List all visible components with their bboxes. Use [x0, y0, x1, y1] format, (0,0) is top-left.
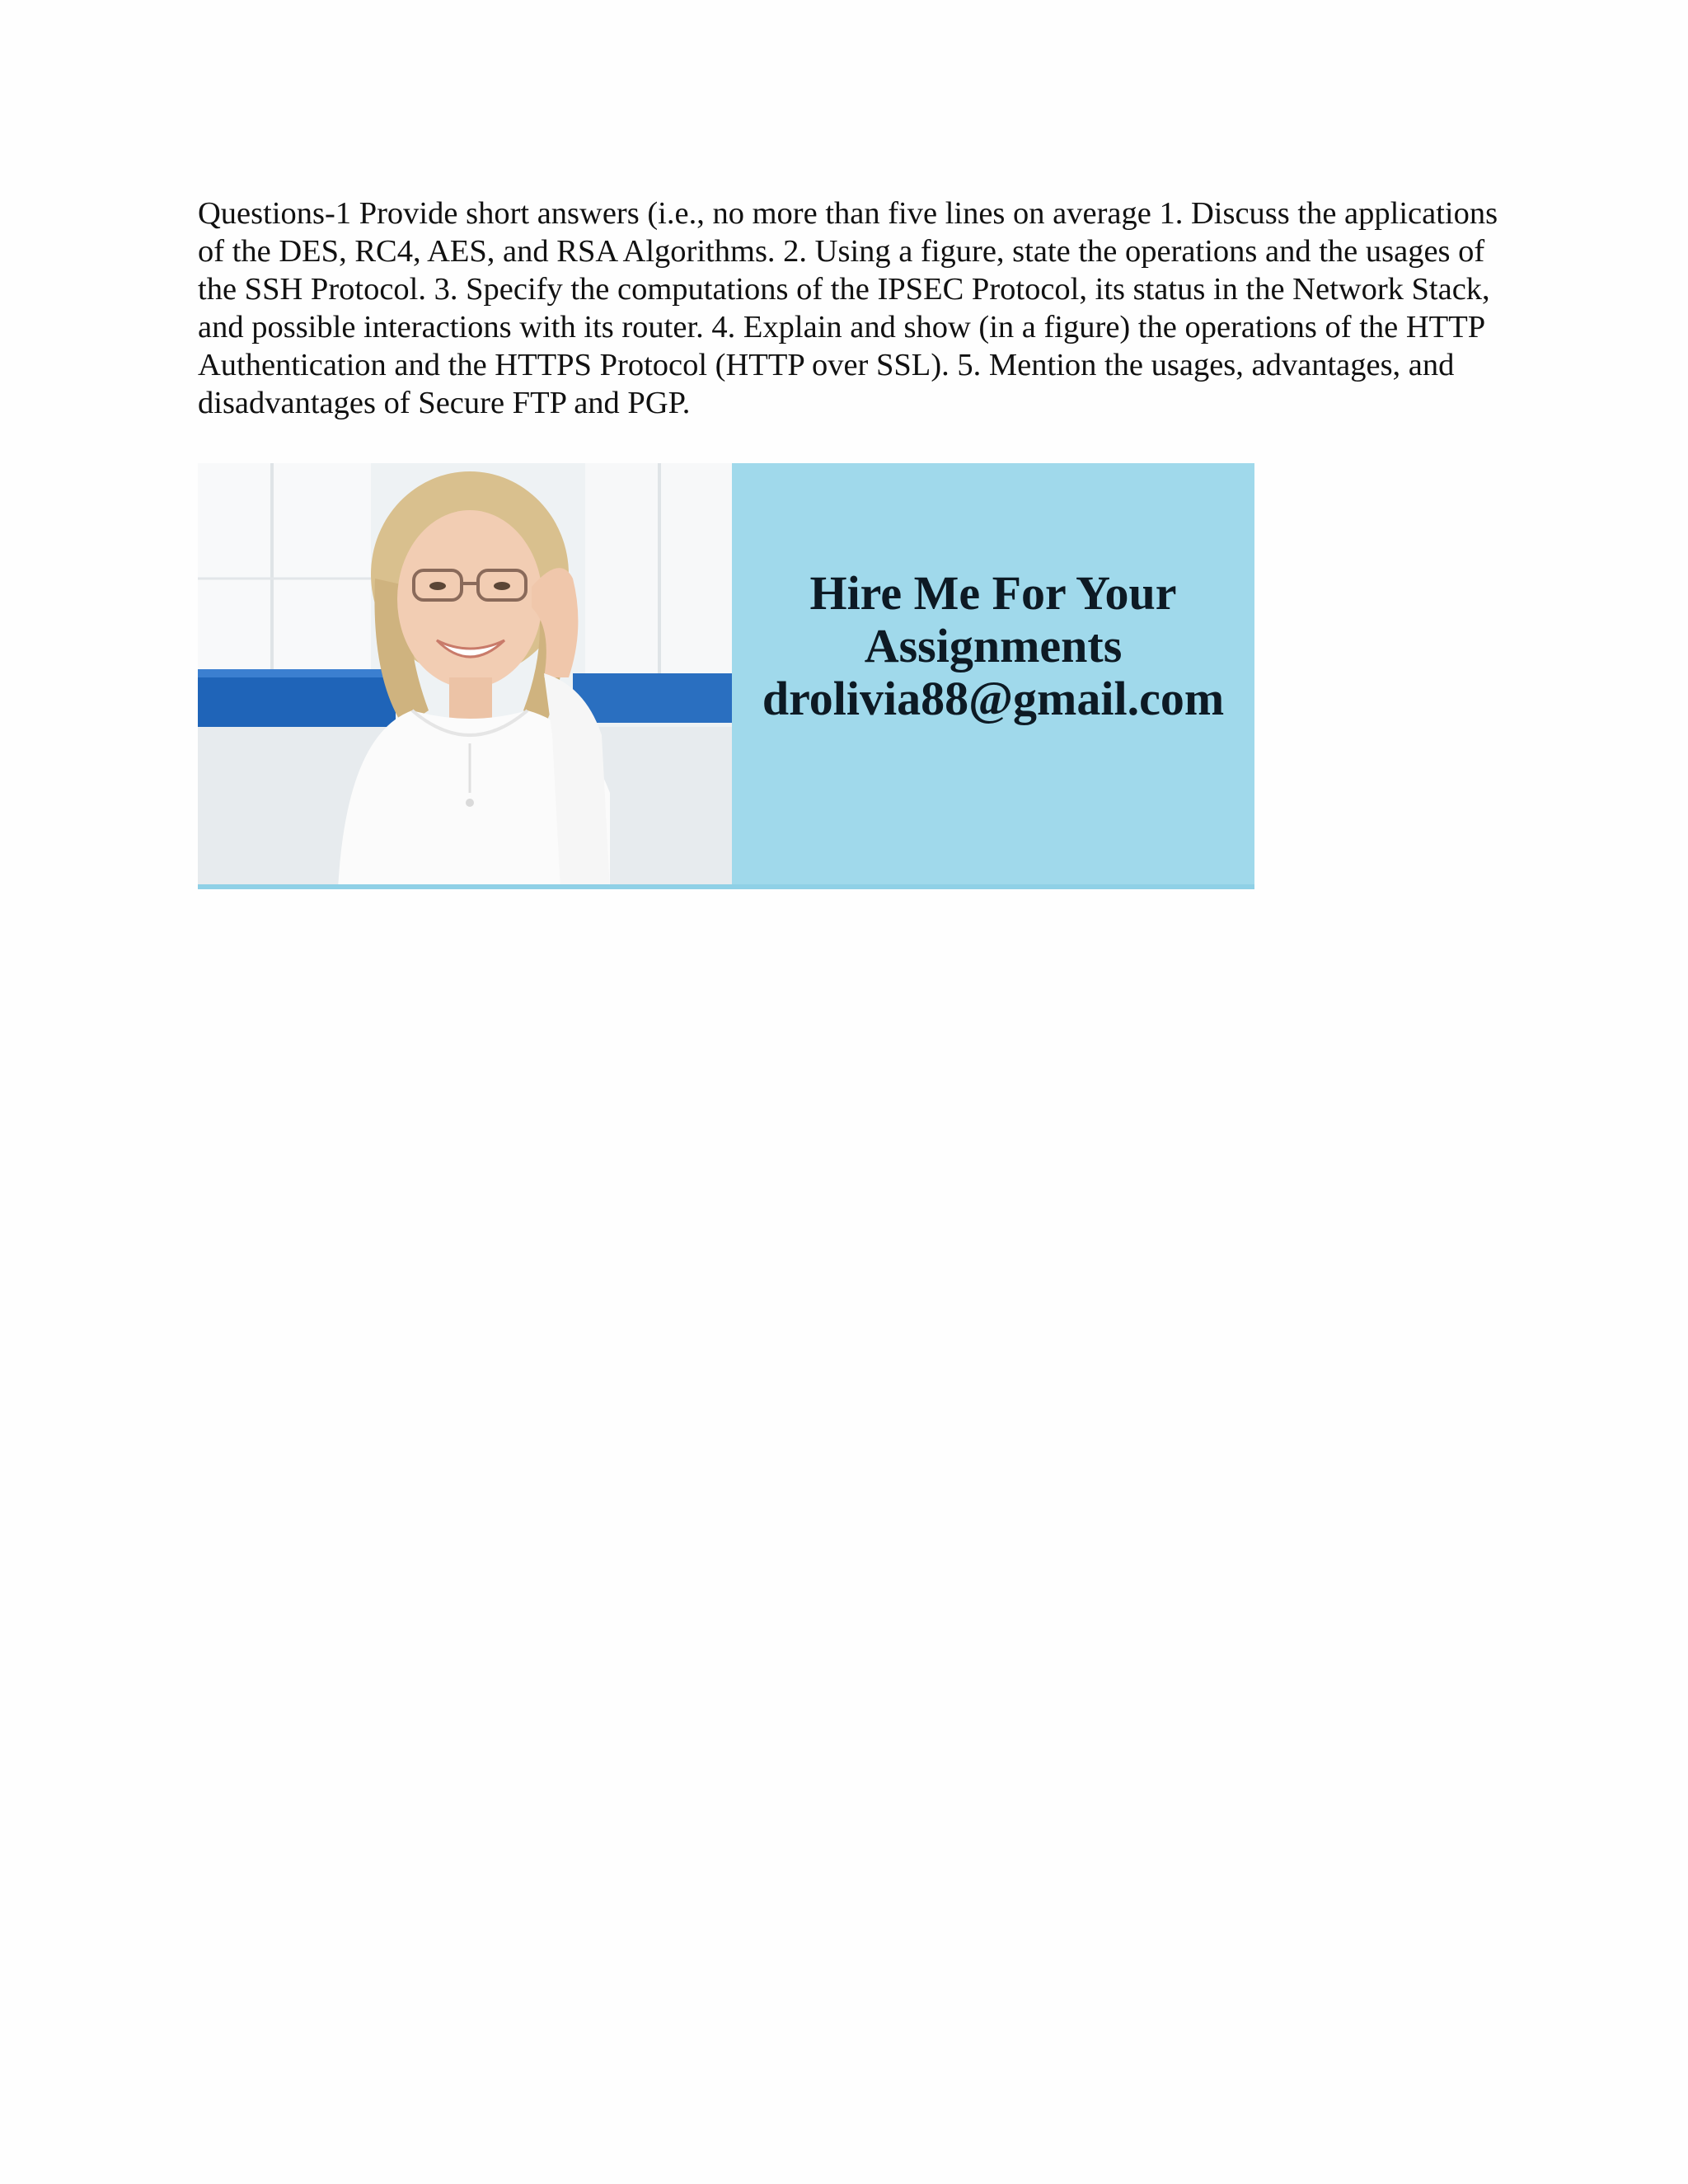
advertisement-text-panel: [732, 463, 1254, 889]
question-paragraph: Questions-1 Provide short answers (i.e., no more than five lines on average 1. Discuss the applications of the DES, RC4, AES, and RSA Algorithms. 2. Using a figure, state the operations and the usages of the SSH Protocol. 3. Specify the computations of the IPSEC Protocol, its status in the Network Stack, and possible interactions with its router. 4. Explain and show (in a figure) the operations of the HTTP Authentication and the HTTPS Protocol (HTTP over SSL). 5. Mention the usages, advantages, and disadvantages of Secure FTP and PGP.: [198, 196, 1498, 420]
banner-bottom-strip: [198, 884, 1254, 889]
advertisement-banner[interactable]: [198, 463, 1254, 889]
ad-headline-line-2: Assignments: [864, 619, 1123, 673]
woman-photo: [198, 463, 732, 889]
ad-headline-line-1: Hire Me For Your: [809, 566, 1177, 620]
ad-contact-email[interactable]: drolivia88@gmail.com: [762, 672, 1225, 725]
